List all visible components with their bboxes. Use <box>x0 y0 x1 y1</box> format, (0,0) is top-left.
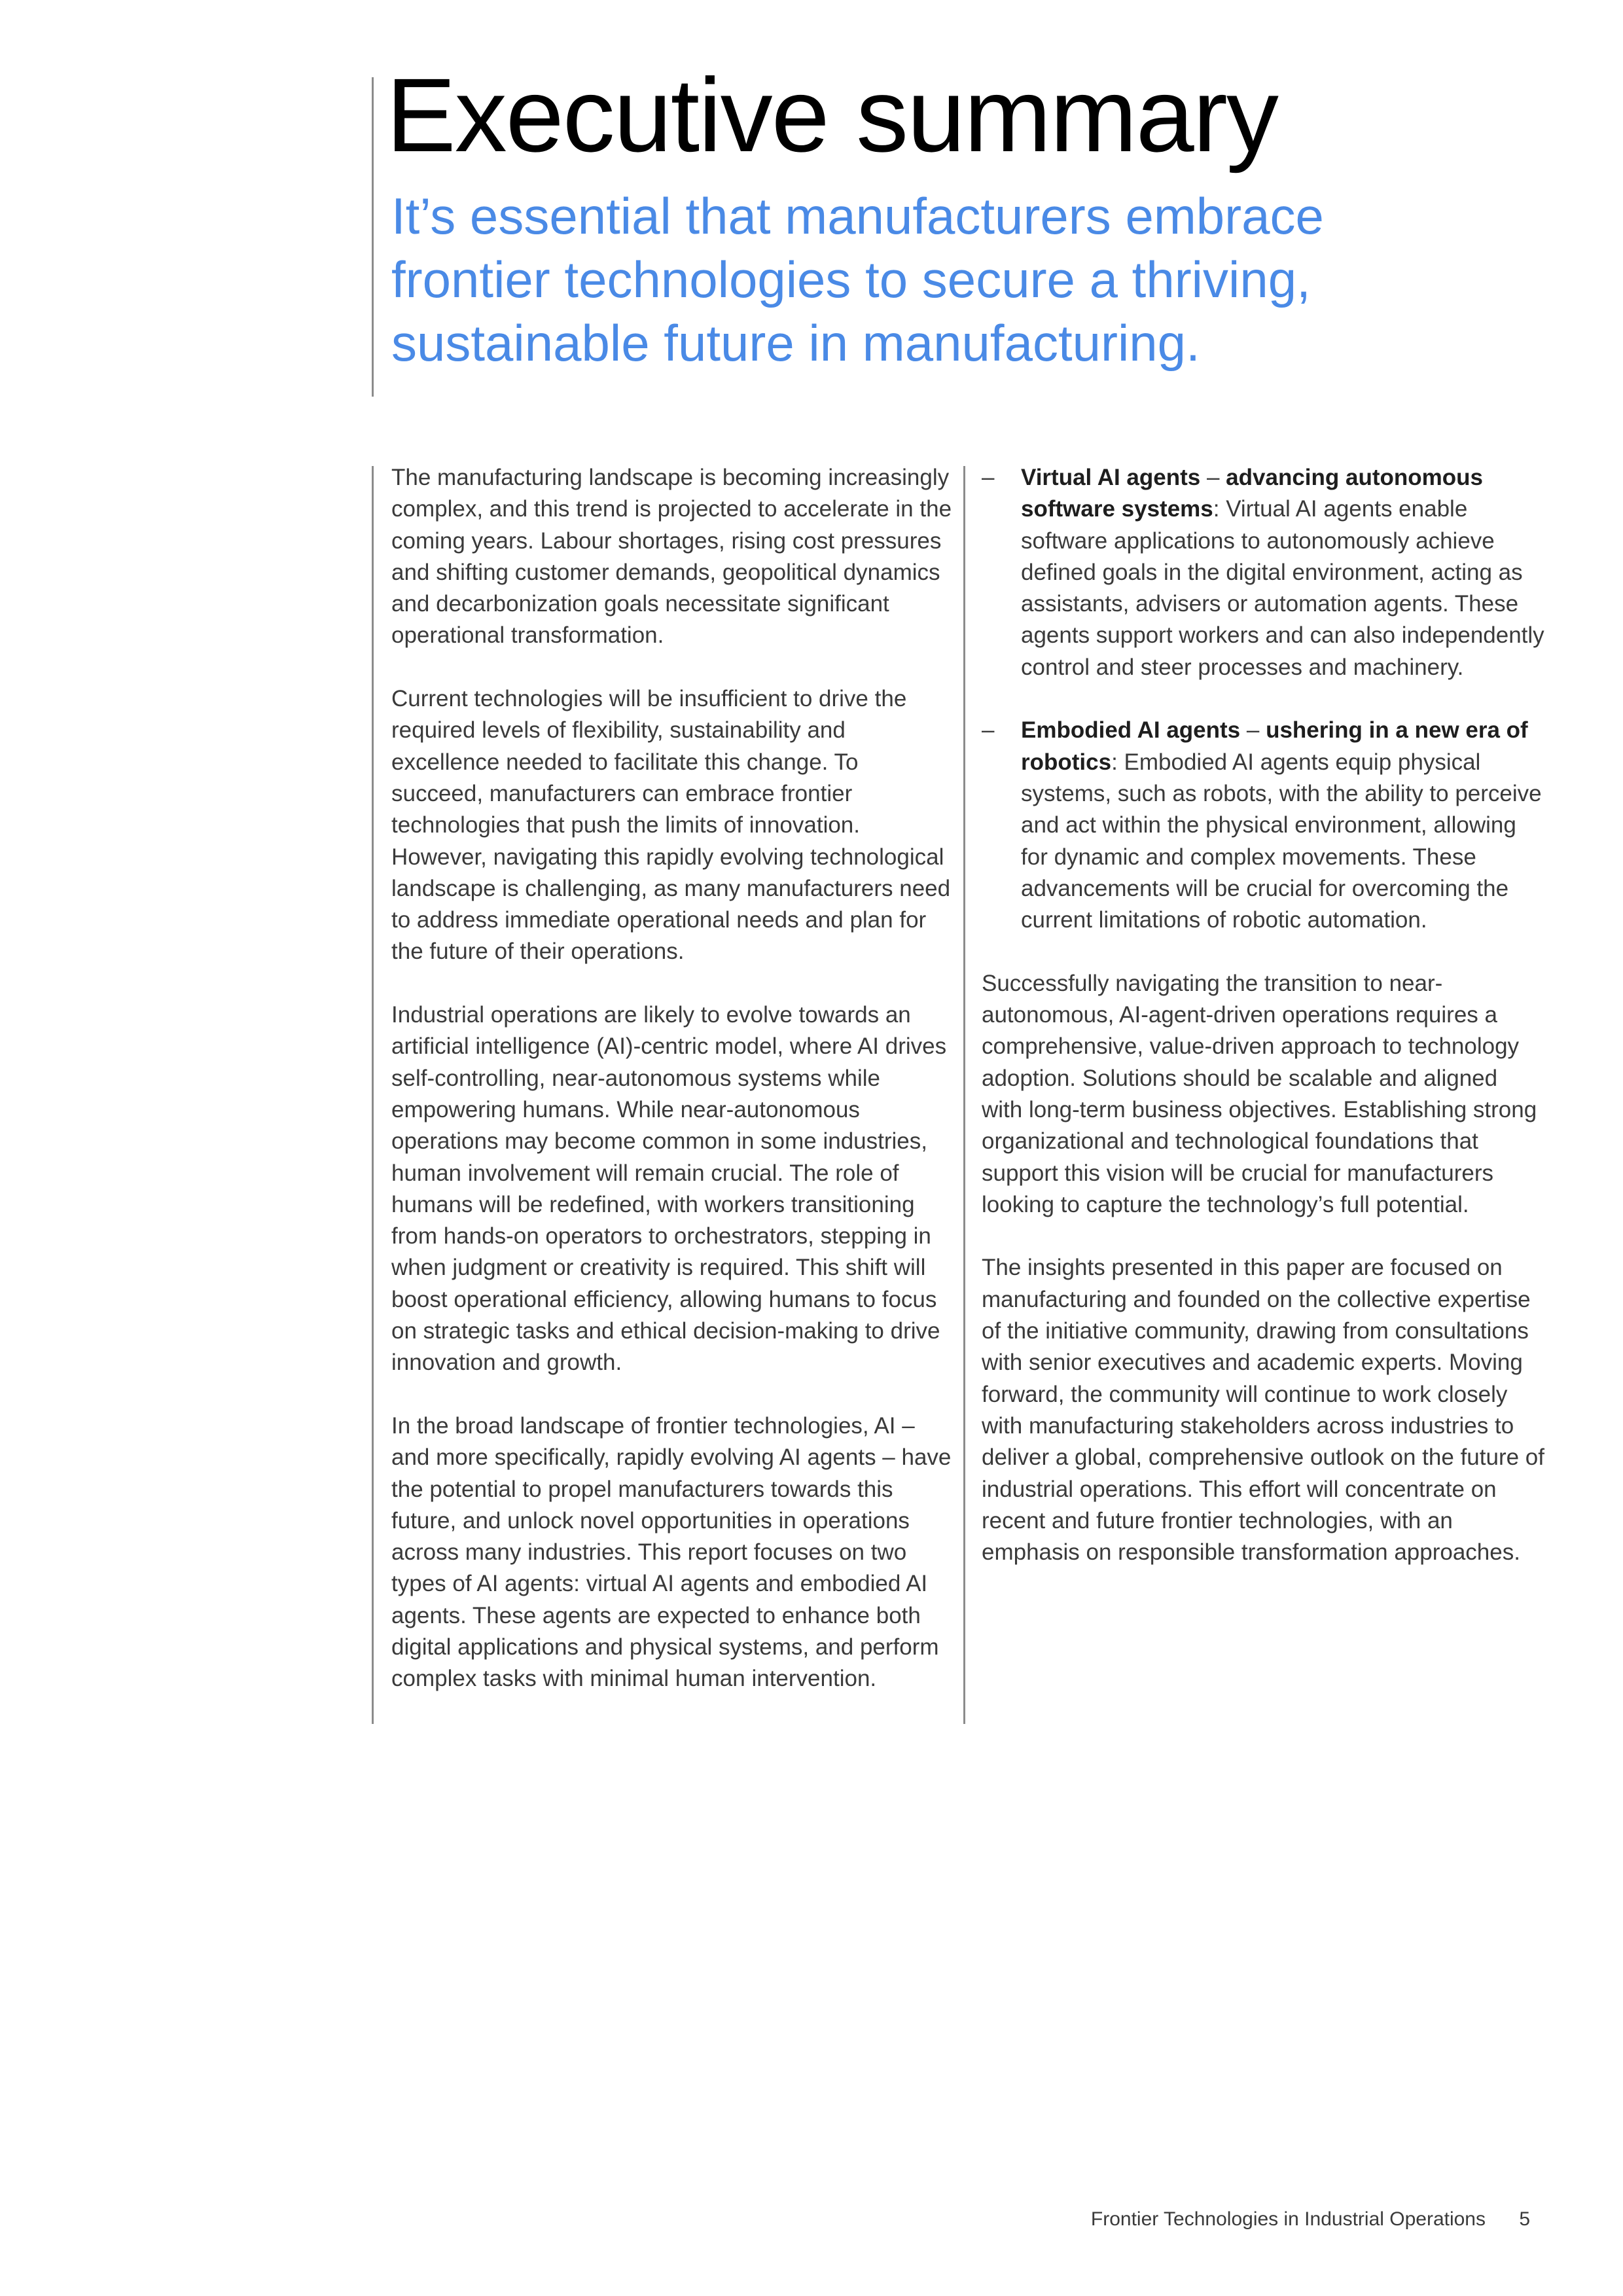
bullet-term: Embodied AI agents <box>1021 717 1241 744</box>
list-item-virtual-ai-agents <box>982 462 1544 683</box>
list-item-embodied-ai-agents <box>982 715 1544 936</box>
header-divider <box>372 77 374 397</box>
bullet-text: : Embodied AI agents equip physical systems, such as robots, with the ability to perceive and act within the physical environment, allowing for dynamic and complex movements. These advancements will be crucial for overcoming the current limitations of robotic automation. <box>1021 749 1542 933</box>
bullet-separator: – <box>1200 465 1226 490</box>
right-column <box>982 462 1544 1600</box>
footer-report-title: Frontier Technologies in Industrial Operations <box>1090 2208 1486 2230</box>
agent-types-list <box>982 462 1544 936</box>
body-paragraph: In the broad landscape of frontier technologies, AI – and more specifically, rapidly evolving AI agents – have the potential to propel manufacturers towards this future, and unlock novel opportunities in operations across many industries. This report focuses on two types of AI agents: virtual AI agents and embodied AI agents. These agents are expected to enhance both digital applications and physical systems, and perform complex tasks with minimal human intervention. <box>391 1412 952 1692</box>
right-column-divider <box>963 466 965 1724</box>
body-paragraph: Current technologies will be insufficient to drive the required levels of flexibility, sustainability and excellence needed to facilitate this change. To succeed, manufacturers can embrace frontier technologies that push the limits of innovation. However, navigating this rapidly evolving technological landscape is challenging, as many manufacturers need to address immediate operational needs and plan for the future of their operations. <box>391 686 951 965</box>
dash-bullet: – <box>982 465 995 490</box>
body-paragraph: Successfully navigating the transition to near-autonomous, AI-agent-driven operations requires a comprehensive, value-driven approach to technology adoption. Solutions should be scalable and aligned with long-term business objectives. Establishing strong organizational and technological foundations that support this vision will be crucial for manufacturers looking to capture the technology’s full potential. <box>982 970 1537 1217</box>
bullet-term: Virtual AI agents <box>1021 465 1201 490</box>
body-paragraph: Industrial operations are likely to evolve towards an artificial intelligence (AI)-centric model, where AI drives self-controlling, near-autonomous systems while empowering humans. While near-autonomous operations may become common in some industries, human involvement will remain crucial. The role of humans will be redefined, with workers transitioning from hands-on operators to orchestrators, stepping in when judgment or creativity is required. This shift will boost operational efficiency, allowing humans to focus on strategic tasks and ethical decision-making to drive innovation and growth. <box>391 1002 947 1376</box>
page-title: Executive summary <box>386 56 1277 173</box>
bullet-text: : Virtual AI agents enable software applications to autonomously achieve defined goals in the digital environment, acting as assistants, advisers or automation agents. These agents support workers and can also independently control and steer processes and machinery. <box>1021 496 1544 680</box>
body-paragraph: The manufacturing landscape is becoming increasingly complex, and this trend is projected to accelerate in the coming years. Labour shortages, rising cost pressures and shifting customer demands, geopolitical dynamics and decarbonization goals necessitate significant operational transformation. <box>391 465 952 649</box>
bullet-subtitle: ushering in a new era of robotics <box>1021 717 1528 775</box>
bullet-separator: – <box>1240 717 1266 744</box>
bullet-subtitle: advancing autonomous software systems <box>1021 465 1483 522</box>
dash-bullet: – <box>982 717 995 744</box>
body-paragraph: The insights presented in this paper are focused on manufacturing and founded on the collective expertise of the initiative community, drawing from consultations with senior executives and academic experts. Moving forward, the community will continue to work closely with manufacturing stakeholders across industries to deliver a global, comprehensive outlook on the future of industrial operations. This effort will concentrate on recent and future frontier technologies, with an emphasis on responsible transformation approaches. <box>982 1255 1544 1566</box>
left-column-divider <box>372 466 374 1724</box>
left-column <box>391 462 954 1727</box>
page-number: 5 <box>1519 2208 1530 2230</box>
page-subtitle: It’s essential that manufacturers embrace frontier technologies to secure a thriving, sustainable future in manufacturing. <box>391 187 1324 372</box>
